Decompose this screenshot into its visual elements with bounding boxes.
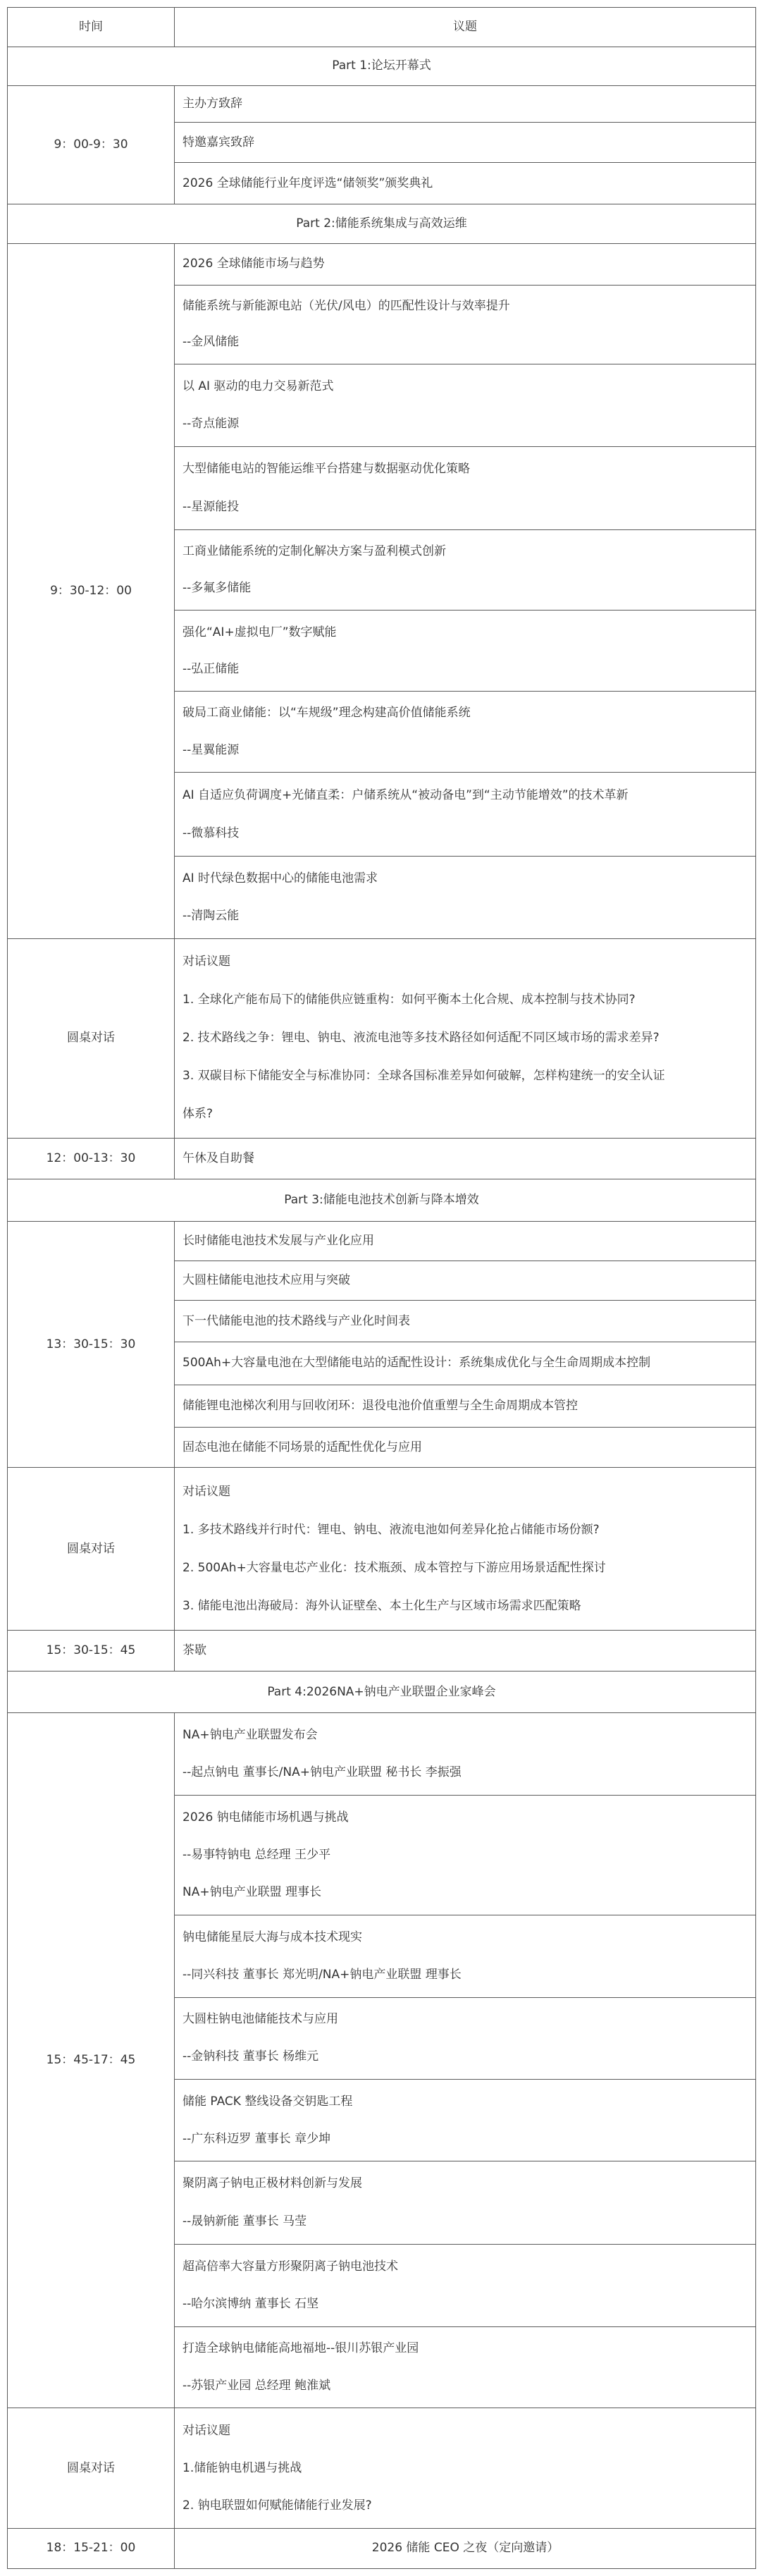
agenda-item-title: 下一代储能电池的技术路线与产业化时间表: [182, 1313, 410, 1328]
discussion-question: 3. 储能电池出海破局：海外认证壁垒、本土化生产与区域市场需求匹配策略: [182, 1598, 581, 1613]
agenda-row: [8, 2528, 756, 2568]
agenda-item-title: 储能系统与新能源电站（光伏/风电）的匹配性设计与效率提升: [182, 299, 510, 314]
part-title: Part 2:储能系统集成与高效运维: [8, 204, 756, 243]
agenda-item-title: 2026 全球储能行业年度评选“储领奖”颁奖典礼: [182, 176, 433, 190]
agenda-item-title: 2026 储能 CEO 之夜（定向邀请）: [371, 2541, 559, 2556]
agenda-item-title: 以 AI 驱动的电力交易新范式: [182, 379, 334, 394]
agenda-item-cell: [175, 1342, 756, 1385]
time-slot: 9：00-9：30: [8, 85, 175, 204]
agenda-item-speaker: --哈尔滨博纳 董事长 石坚: [182, 2296, 319, 2311]
time-slot: 15：30-15：45: [8, 1630, 175, 1671]
agenda-item-title: 主办方致辞: [182, 96, 242, 111]
agenda-item-speaker: --起点钠电 董事长/NA+钠电产业联盟 秘书长 李振强: [182, 1765, 462, 1780]
agenda-item-speaker: --同兴科技 董事长 郑光明/NA+钠电产业联盟 理事长: [182, 1968, 462, 1982]
agenda-item-speaker: --清陶云能: [182, 909, 240, 923]
agenda-item-cell: [175, 163, 756, 204]
agenda-item-cell: [175, 123, 756, 163]
agenda-item-title: 工商业储能系统的定制化解决方案与盈利模式创新: [182, 544, 446, 558]
discussion-heading: 对话议题: [182, 2423, 230, 2438]
agenda-item-title: 2026 全球储能市场与趋势: [182, 257, 325, 271]
agenda-item-title: 钠电储能星辰大海与成本技术现实: [182, 1930, 362, 1945]
discussion-topics-cell: [175, 2408, 756, 2528]
agenda-row: [8, 1221, 756, 1261]
roundtable-label: 圆桌对话: [8, 938, 175, 1138]
agenda-item-cell: [175, 1427, 756, 1468]
agenda-item-title: 长时储能电池技术发展与产业化应用: [182, 1233, 374, 1248]
topic-column-header: 议题: [175, 8, 756, 47]
agenda-row: [8, 1630, 756, 1671]
part-row: [8, 1671, 756, 1713]
agenda-item-speaker: --苏银产业园 总经理 鲍淮斌: [182, 2379, 331, 2393]
agenda-item-cell: [175, 2079, 756, 2161]
roundtable-label: 圆桌对话: [8, 2408, 175, 2528]
agenda-item-cell: [175, 857, 756, 939]
agenda-item-cell: [175, 243, 756, 285]
header-row: [8, 8, 756, 47]
agenda-item-cell: [175, 285, 756, 364]
agenda-item-speaker: --微慕科技: [182, 826, 240, 840]
agenda-body: [8, 8, 756, 2569]
agenda-row: [8, 938, 756, 1138]
discussion-question: 1. 全球化产能布局下的储能供应链重构：如何平衡本土化合规、成本控制与技术协同?: [182, 993, 636, 1007]
agenda-item-cell: [175, 1630, 756, 1671]
agenda-item-cell: [175, 1796, 756, 1915]
agenda-item-title: 储能锂电池梯次利用与回收闭环：退役电池价值重塑与全生命周期成本管控: [182, 1398, 578, 1413]
discussion-topics-cell: [175, 938, 756, 1138]
agenda-item-title: 大圆柱储能电池技术应用与突破: [182, 1273, 350, 1288]
time-slot: 9：30-12：00: [8, 243, 175, 938]
agenda-item-title: 打造全球钠电储能高地福地--银川苏银产业园: [182, 2341, 419, 2356]
agenda-item-speaker: --弘正储能: [182, 661, 240, 676]
discussion-topics-cell: [175, 1468, 756, 1630]
agenda-item-cell: [175, 2245, 756, 2327]
agenda-item-speaker: NA+钠电产业联盟 理事长: [182, 1885, 321, 1900]
agenda-item-speaker: --奇点能源: [182, 417, 240, 431]
agenda-item-speaker: --晟钠新能 董事长 马莹: [182, 2214, 307, 2229]
agenda-item-title: 2026 钠电储能市场机遇与挑战: [182, 1810, 349, 1825]
agenda-item-cell: [175, 1221, 756, 1261]
agenda-item-cell: [175, 85, 756, 123]
agenda-item-cell: [175, 773, 756, 857]
agenda-item-cell: [175, 1713, 756, 1796]
discussion-question: 1. 多技术路线并行时代：锂电、钠电、液流电池如何差异化抢占储能市场份额?: [182, 1522, 600, 1537]
agenda-row: [8, 243, 756, 285]
time-slot: 13：30-15：30: [8, 1221, 175, 1468]
agenda-item-cell: [175, 364, 756, 447]
roundtable-label: 圆桌对话: [8, 1468, 175, 1630]
agenda-item-title: 特邀嘉宾致辞: [182, 135, 254, 149]
agenda-item-title: NA+钠电产业联盟发布会: [182, 1728, 318, 1743]
agenda-item-cell: [175, 611, 756, 692]
time-slot: 18：15-21：00: [8, 2528, 175, 2568]
agenda-item-speaker: --多氟多储能: [182, 580, 252, 595]
part-title: Part 3:储能电池技术创新与降本增效: [8, 1179, 756, 1221]
agenda-item-title: 超高倍率大容量方形聚阴离子钠电池技术: [182, 2259, 398, 2274]
agenda-item-title: AI 自适应负荷调度+光储直柔：户储系统从“被动备电”到“主动节能增效”的技术革新: [182, 787, 629, 802]
discussion-heading: 对话议题: [182, 1484, 230, 1499]
agenda-row: [8, 85, 756, 123]
agenda-item-title: 500Ah+大容量电池在大型储能电站的适配性设计：系统集成优化与全生命周期成本控制: [182, 1356, 651, 1370]
agenda-item-cell: [175, 2326, 756, 2408]
agenda-item-cell: [175, 1998, 756, 2080]
agenda-item-cell: [175, 1385, 756, 1427]
agenda-item-cell: [175, 1301, 756, 1342]
agenda-item-title: 强化“AI+虚拟电厂”数字赋能: [182, 625, 337, 639]
agenda-item-title: 储能 PACK 整线设备交钥匙工程: [182, 2094, 353, 2109]
part-row: [8, 47, 756, 85]
part-title: Part 1:论坛开幕式: [8, 47, 756, 85]
discussion-question: 体系?: [182, 1107, 214, 1122]
part-title: Part 4:2026NA+钠电产业联盟企业家峰会: [8, 1671, 756, 1713]
discussion-question: 3. 双碳目标下储能安全与标准协同：全球各国标准差异如何破解，怎样构建统一的安全认证: [182, 1069, 665, 1084]
agenda-item-title: 固态电池在储能不同场景的适配性优化与应用: [182, 1440, 422, 1454]
agenda-item-speaker: --星源能投: [182, 499, 240, 514]
agenda-row: [8, 1468, 756, 1630]
agenda-item-cell: [175, 1261, 756, 1301]
agenda-item-speaker: --金钠科技 董事长 杨维元: [182, 2049, 319, 2064]
agenda-item-speaker: --星翼能源: [182, 743, 240, 758]
part-row: [8, 204, 756, 243]
agenda-item-cell: [175, 446, 756, 529]
agenda-row: [8, 2408, 756, 2528]
agenda-item-title: 破局工商业储能：以“车规级”理念构建高价值储能系统: [182, 706, 471, 720]
agenda-row: [8, 1713, 756, 1796]
agenda-item-title: 大圆柱钠电池储能技术与应用: [182, 2012, 338, 2027]
agenda-item-cell: [175, 529, 756, 611]
agenda-table: [7, 7, 756, 2569]
time-slot: 15：45-17：45: [8, 1713, 175, 2408]
discussion-question: 2. 技术路线之争：锂电、钠电、液流电池等多技术路径如何适配不同区域市场的需求差异?: [182, 1031, 660, 1045]
discussion-question: 2. 钠电联盟如何赋能储能行业发展?: [182, 2498, 372, 2513]
agenda-item-cell: [175, 691, 756, 773]
agenda-item-cell: [175, 2528, 756, 2568]
agenda-item-speaker: --广东科迈罗 董事长 章少坤: [182, 2131, 331, 2146]
agenda-item-title: 大型储能电站的智能运维平台搭建与数据驱动优化策略: [182, 461, 470, 476]
agenda-row: [8, 1138, 756, 1179]
time-column-header: 时间: [8, 8, 175, 47]
discussion-question: 2. 500Ah+大容量电芯产业化：技术瓶颈、成本管控与下游应用场景适配性探讨: [182, 1560, 606, 1575]
time-slot: 12：00-13：30: [8, 1138, 175, 1179]
agenda-item-title: AI 时代绿色数据中心的储能电池需求: [182, 871, 378, 885]
agenda-item-speaker: --金风储能: [182, 335, 240, 350]
agenda-item-cell: [175, 1915, 756, 1998]
agenda-item-speaker: --易事特钠电 总经理 王少平: [182, 1848, 331, 1863]
agenda-item-cell: [175, 1138, 756, 1179]
agenda-item-title: 聚阴离子钠电正极材料创新与发展: [182, 2176, 362, 2191]
agenda-item-cell: [175, 2161, 756, 2245]
discussion-question: 1.储能钠电机遇与挑战: [182, 2460, 302, 2475]
discussion-heading: 对话议题: [182, 955, 230, 969]
agenda-item-title: 午休及自助餐: [182, 1151, 254, 1165]
agenda-item-title: 茶歇: [182, 1643, 206, 1657]
part-row: [8, 1179, 756, 1221]
